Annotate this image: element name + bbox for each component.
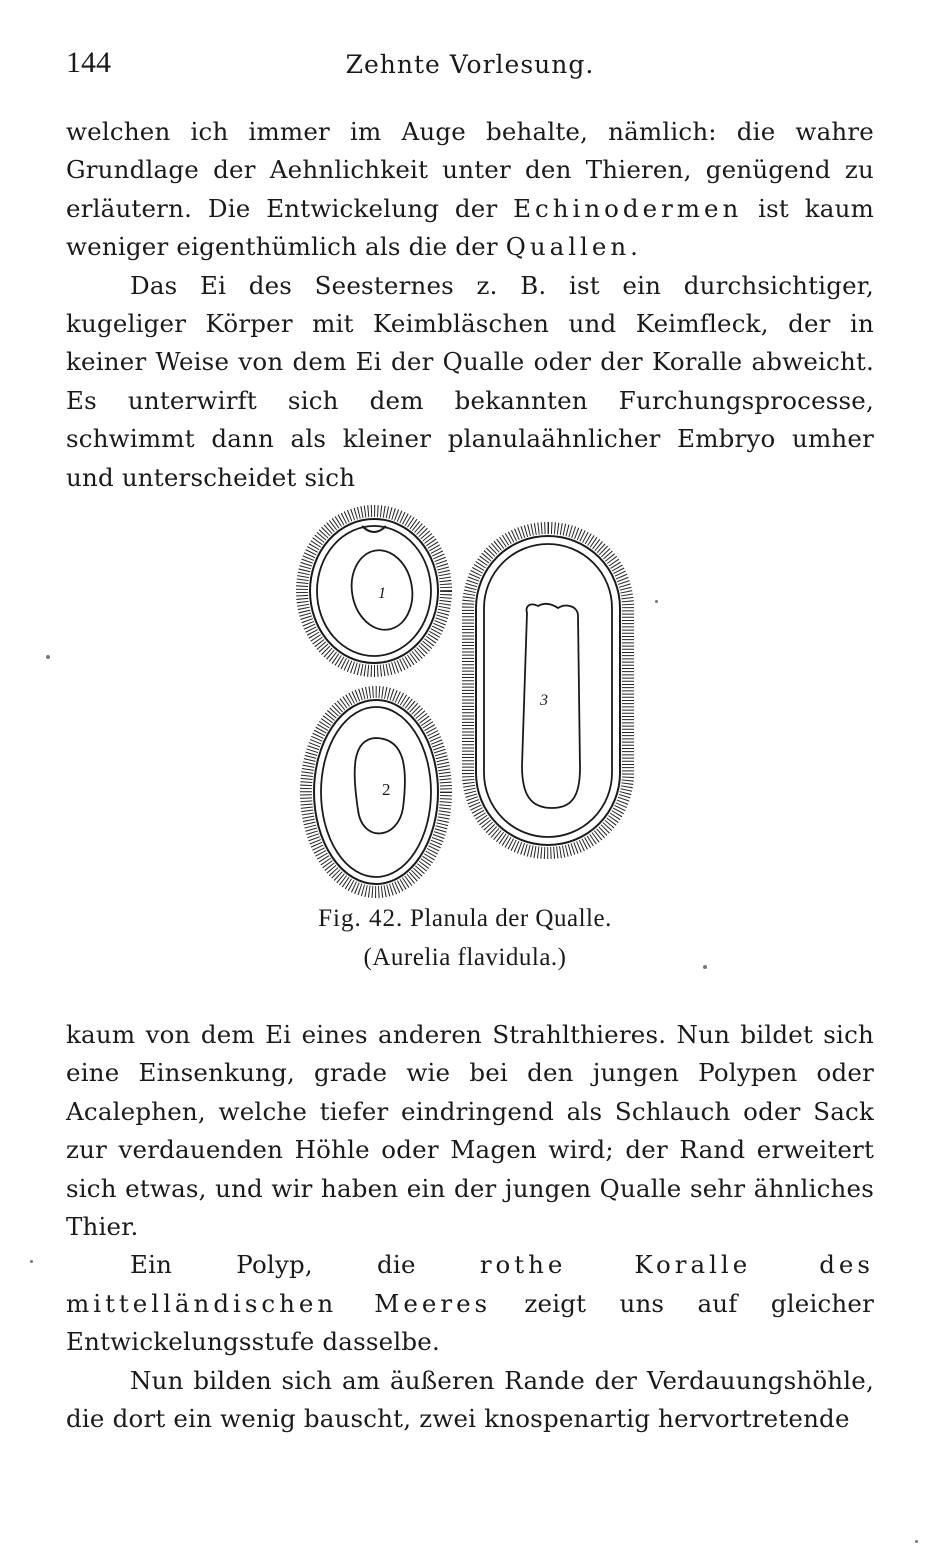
paragraph-5: Nun bilden sich am äußeren Rande der Verdauungshöhle, die dort ein wenig bauscht, zwei knospenartig hervortretende [66, 1365, 874, 1434]
paragraph-2: Das Ei des Seesternes z. B. ist ein durchsichtiger, kugeliger Körper mit Keimbläschen und Keimfleck, der in keiner Weise von dem Ei der Qualle oder der Koralle abweicht. Es unterwirft sich dem bekannten Furchungsprocesse, schwimmt dann als kleiner planulaähnlicher Embryo umher und unterscheidet sich [66, 270, 874, 492]
figure-title: Planula der Qualle. [410, 905, 612, 932]
embryo-2 [306, 692, 446, 892]
paragraph-1-text-c: ist kaum weniger eigenthümlich als die der [66, 193, 875, 262]
paragraph-1-text-a: welchen ich immer im Auge behalte, nämlich: die wahre Grundlage der Aehnlichkeit unter den Thieren, genügend zu erläutern. Die Entwickelung der [66, 117, 874, 223]
embryo-3 [468, 528, 628, 853]
page-header [66, 46, 874, 86]
print-speck [46, 655, 50, 659]
paragraph-4-text-a: Ein Polyp, die [130, 1250, 480, 1280]
page-number: 144 [66, 46, 111, 79]
print-speck [915, 1540, 918, 1543]
paragraph-1 [66, 113, 874, 267]
figure-planula-illustration [290, 498, 650, 908]
text-block-top [66, 113, 874, 497]
figure-label-2: 2 [382, 780, 391, 799]
text-block-bottom [66, 1016, 874, 1438]
paragraph-3: kaum von dem Ei eines anderen Strahlthieres. Nun bildet sich eine Einsenkung, grade wie bei den jungen Polypen oder Acalephen, welche tiefer eindringend als Schlauch oder Sack zur verdauenden Höhle oder Magen wird; der Rand erweitert sich etwas, und wir haben ein der jungen Qualle sehr ähnliches Thier. [66, 1020, 874, 1242]
paragraph-4 [66, 1246, 874, 1361]
term-rothe-koralle: rothe Koralle des mittelländischen Meeres [66, 1250, 874, 1318]
paragraph-1-text-e: . [630, 232, 639, 262]
figure-caption [0, 905, 930, 933]
figure-label-1: 1 [378, 585, 386, 602]
planula-drawing [290, 498, 650, 908]
print-speck [703, 965, 707, 969]
paragraph-4-text-c: zeigt uns auf gleicher Entwickelungsstufe dasselbe. [66, 1288, 874, 1357]
term-echinodermen: Echinodermen [513, 193, 743, 223]
embryo-1 [302, 511, 446, 671]
print-speck [30, 1260, 33, 1263]
print-speck [655, 600, 658, 603]
figure-label-3: 3 [540, 692, 548, 709]
figure-species: (Aurelia flavidula.) [363, 944, 567, 971]
term-quallen: Quallen [505, 232, 631, 262]
figure-number: Fig. 42. [318, 905, 404, 932]
running-head: Zehnte Vorlesung. [345, 50, 595, 79]
